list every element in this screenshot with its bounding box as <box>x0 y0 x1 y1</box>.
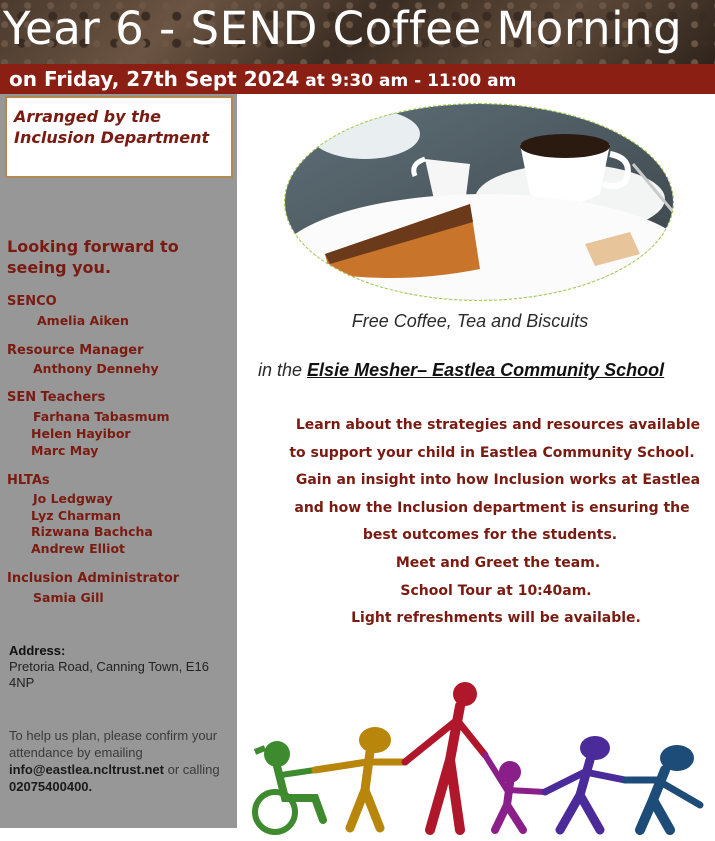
figure-wheelchair-icon <box>255 741 323 832</box>
staff-member: Samia Gill <box>33 590 104 605</box>
figure-mustard-icon <box>315 727 405 828</box>
role-hltas: HLTAs <box>7 473 50 488</box>
event-date: on Friday, 27th Sept 2024 <box>9 67 300 91</box>
greeting-text: Looking forward to seeing you. <box>7 237 179 277</box>
venue-prefix: in the <box>258 360 308 380</box>
school-name: Elsie Mesher– Eastlea Community School <box>307 360 665 380</box>
staff-member: Anthony Dennehy <box>33 361 159 376</box>
rsvp-intro: To help us plan, please confirm your attendance by emailing <box>9 728 218 760</box>
rsvp-text <box>9 727 233 795</box>
address-label: Address: <box>9 643 66 658</box>
coffee-cake-illustration <box>285 104 674 301</box>
info-line: to support your child in Eastlea Community School. <box>289 445 695 461</box>
address-text: Pretoria Road, Canning Town, E16 4NP <box>9 659 209 690</box>
info-line: and how the Inclusion department is ensuring the <box>294 500 690 516</box>
sidebar <box>0 94 237 828</box>
staff-member: Farhana Tabasmum <box>33 409 170 424</box>
phone-number[interactable]: 02075400400. <box>9 779 93 794</box>
info-line: School Tour at 10:40am. <box>400 583 592 599</box>
figure-red-icon <box>405 682 485 830</box>
staff-member: Rizwana Bachcha <box>31 524 153 539</box>
venue-line <box>258 360 664 381</box>
role-resource-manager: Resource Manager <box>7 343 144 358</box>
info-line: best outcomes for the students. <box>362 527 618 543</box>
figure-indigo-icon <box>545 736 625 830</box>
staff-member: Jo Ledgway <box>33 491 113 506</box>
staff-member: Andrew Elliot <box>31 541 126 556</box>
arranged-box <box>5 96 233 178</box>
arranged-text: Arranged by the Inclusion Department <box>14 107 210 147</box>
figure-purple-child-icon <box>485 755 545 830</box>
figure-navy-icon <box>625 745 700 830</box>
info-line: Learn about the strategies and resources available <box>295 417 701 433</box>
staff-member: Lyz Charman <box>31 508 121 523</box>
people-illustration <box>245 680 715 836</box>
coffee-cake-photo <box>284 103 674 301</box>
page-title: Year 6 - SEND Coffee Morning <box>3 2 683 55</box>
staff-member: Marc May <box>31 443 99 458</box>
staff-member: Amelia Aiken <box>37 313 129 328</box>
info-line: Gain an insight into how Inclusion works at Eastlea <box>295 472 701 488</box>
event-time: at 9:30 am - 11:00 am <box>299 71 517 91</box>
role-senco: SENCO <box>7 294 57 309</box>
info-line: Meet and Greet the team. <box>395 555 601 571</box>
info-line: Light refreshments will be available. <box>351 610 641 626</box>
staff-member: Helen Hayibor <box>31 426 131 441</box>
event-date-line <box>9 67 516 91</box>
role-inclusion-administrator: Inclusion Administrator <box>7 571 180 586</box>
free-refreshments-text: Free Coffee, Tea and Biscuits <box>351 311 589 331</box>
rsvp-or: or calling <box>163 762 220 777</box>
role-sen-teachers: SEN Teachers <box>7 390 106 405</box>
header-banner <box>0 0 715 64</box>
email-link[interactable]: info@eastlea.ncltrust.net <box>9 762 164 777</box>
date-bar <box>0 64 715 94</box>
